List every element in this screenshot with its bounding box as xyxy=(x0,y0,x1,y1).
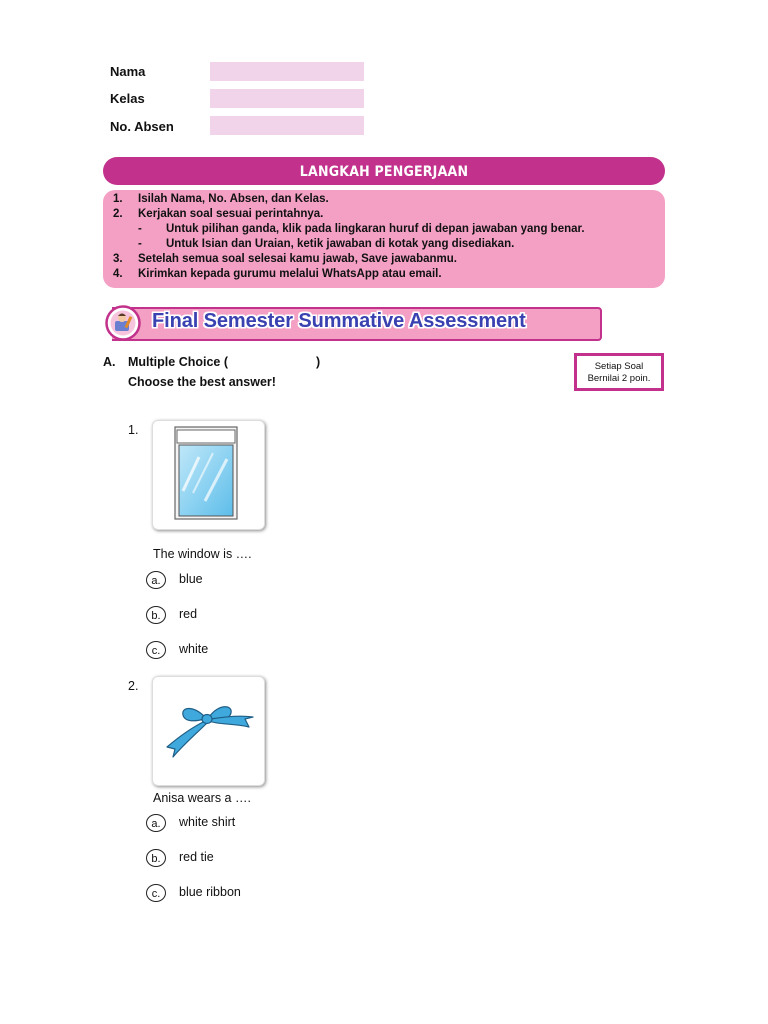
student-icon xyxy=(104,305,142,341)
section-letter: A. xyxy=(103,355,116,369)
q1-option-a-text: blue xyxy=(179,572,203,586)
window-icon xyxy=(153,421,264,529)
q2-option-a-button[interactable]: a. xyxy=(146,814,166,832)
q2-option-c-button[interactable]: c. xyxy=(146,884,166,902)
question-1-number: 1. xyxy=(128,423,139,437)
q2-option-b-button[interactable]: b. xyxy=(146,849,166,867)
q1-option-b-text: red xyxy=(179,607,198,621)
q2-option-b-text: red tie xyxy=(179,850,214,864)
assessment-title-bar xyxy=(104,305,600,341)
question-2-picture xyxy=(152,676,265,786)
q1-option-b-button[interactable]: b. xyxy=(146,606,166,624)
question-1-text: The window is …. xyxy=(153,547,252,561)
ribbon-icon xyxy=(153,677,264,785)
kelas-label: Kelas xyxy=(110,91,145,106)
q1-option-a-button[interactable]: a. xyxy=(146,571,166,589)
section-heading: Multiple Choice ( xyxy=(128,355,228,369)
nama-label: Nama xyxy=(110,64,146,79)
question-2-text: Anisa wears a …. xyxy=(153,791,251,805)
section-heading-close: ) xyxy=(316,355,321,369)
nama-input[interactable] xyxy=(210,62,364,81)
instructions-banner: LANGKAH PENGERJAAN xyxy=(103,157,665,185)
points-note: Setiap Soal Bernilai 2 poin. xyxy=(574,353,664,391)
question-1-picture xyxy=(152,420,265,530)
section-subheading: Choose the best answer! xyxy=(128,375,276,389)
q2-option-a-text: white shirt xyxy=(179,815,236,829)
assessment-title: Final Semester Summative Assessment xyxy=(152,310,526,332)
no-absen-label: No. Absen xyxy=(110,119,174,134)
q2-option-c-text: blue ribbon xyxy=(179,885,241,899)
no-absen-input[interactable] xyxy=(210,116,364,135)
instructions-panel: 1. Isilah Nama, No. Absen, dan Kelas. 2. Kerjakan soal sesuai perintahnya. - Untuk pilihan ganda, klik pada lingkaran huruf di depan jawaban yang benar. - Untuk Isian dan Uraian, ketik jawaban di kotak yang disediakan. 3. Setelah semua soal selesai kamu jawab, Save jawabanmu. 4. Kirimkan kepada gurumu melalui WhatsApp atau email. xyxy=(103,190,665,288)
q1-option-c-text: white xyxy=(179,642,209,656)
q1-option-c-button[interactable]: c. xyxy=(146,641,166,659)
kelas-input[interactable] xyxy=(210,89,364,108)
question-2-number: 2. xyxy=(128,679,139,693)
